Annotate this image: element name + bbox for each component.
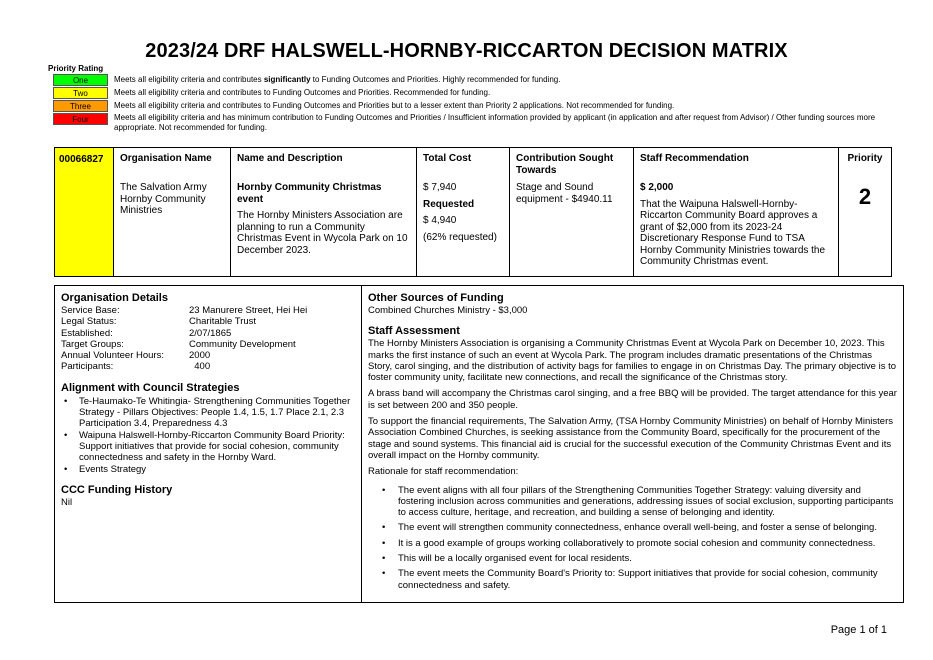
legend-row-three (53, 100, 883, 112)
list-item: • This will be a locally organised event for local residents. (368, 553, 897, 564)
staff-recommendation-amount: $ 2,000 (640, 182, 674, 193)
requested-percent: (62% requested) (423, 231, 497, 243)
staff-recommendation-column (634, 148, 839, 276)
legend-row-four (53, 113, 883, 133)
alignment-heading: Alignment with Council Strategies (61, 381, 240, 394)
list-item: • It is a good example of groups working collaboratively to promote social cohesion and community connectedness. (368, 538, 897, 549)
total-cost-header: Total Cost (423, 153, 472, 164)
list-item: • Te-Haumako-Te Whitingia- Strengthening Communities Together Strategy - Pillars Objectives: People 1.4, 1.5, 1.7 Place 2.1, 2.3 Participation 3.4, Preparedness 4.3 (61, 396, 355, 430)
alignment-list (61, 396, 355, 475)
contribution-header: Contribution Sought Towards (516, 153, 614, 176)
total-cost-column (417, 148, 510, 276)
list-item: • The event aligns with all four pillars of the Strengthening Communities Together Strategy: valuing diversity and fostering inclusion across communities and generations, addressing issues of social exclusion, supporting participants to access culture, heritage, and recreation, and building a sense of belonging and identity. (368, 485, 897, 519)
detail-row-legal-status: Legal Status: Charitable Trust (61, 316, 257, 328)
organisation-column (114, 148, 231, 276)
legend-swatch-one: One (53, 74, 108, 86)
organisation-name: The Salvation Army Hornby Community Ministries (120, 182, 207, 216)
legend-text-three: Meets all eligibility criteria and contributes to Funding Outcomes and Priorities but to a lesser extent than Priority 2 applications. Not recommended for funding. (114, 101, 675, 110)
page-number: Page 1 of 1 (830, 624, 887, 636)
detail-row-participants: Participants: 400 (61, 361, 211, 373)
legend-swatch-three: Three (53, 100, 108, 112)
detail-row-service-base: Service Base: 23 Manurere Street, Hei Hei (61, 305, 308, 316)
project-description: The Hornby Ministers Association are planning to run a Community Christmas Event in Wycola Park on 10 December 2023. (237, 210, 408, 256)
list-item: • Waipuna Halswell-Hornby-Riccarton Community Board Priority: Support initiatives that provide for social cohesion, community connectedness and safety in the Hornby Ward. (61, 430, 355, 464)
legend-text-four: Meets all eligibility criteria and has minimum contribution to Funding Outcomes and Priorities / Insufficient information provided by applicant (in application and after request from Advisor) / Other funding sources more appropriate. Not recommended for funding. (114, 113, 876, 132)
organisation-details-heading: Organisation Details (61, 292, 168, 304)
legend-swatch-four: Four (53, 113, 108, 125)
staff-assessment-heading: Staff Assessment (368, 325, 460, 338)
detail-row-target-groups: Target Groups: Community Development (61, 338, 296, 350)
priority-column (839, 148, 891, 276)
detail-row-established: Established: 2/07/1865 (61, 327, 232, 339)
other-sources-value: Combined Churches Ministry - $3,000 (368, 305, 528, 316)
list-item: • The event meets the Community Board's Priority to: Support initiatives that provide for social cohesion, community connectedness and safety. (368, 568, 897, 591)
legend-row-one (53, 74, 883, 86)
total-cost-value: $ 7,940 (423, 182, 457, 193)
legend-text-two: Meets all eligibility criteria and contributes to Funding Outcomes and Priorities. Recommended for funding. (114, 88, 491, 97)
requested-label: Requested (423, 198, 475, 210)
other-sources-heading: Other Sources of Funding (368, 292, 504, 304)
application-summary-table (54, 147, 892, 277)
legend-text-one: Meets all eligibility criteria and contributes significantly to Funding Outcomes and Priorities. Highly recommended for funding. (114, 75, 561, 84)
staff-recommendation-header: Staff Recommendation (640, 153, 749, 164)
name-description-header: Name and Description (237, 153, 343, 164)
requested-amount: $ 4,940 (423, 215, 457, 226)
project-title: Hornby Community Christmas event (237, 182, 382, 205)
staff-recommendation-text: That the Waipuna Halswell-Hornby-Riccarton Community Board approves a grant of $2,000 from its 2023-24 Discretionary Response Fund to TSA Hornby Community Ministries towards the Community Christmas event. (640, 198, 826, 267)
rationale-list (368, 485, 897, 591)
legend-swatch-two: Two (53, 87, 108, 99)
priority-header: Priority (847, 153, 883, 164)
assessment-paragraph: The Hornby Ministers Association is organising a Community Christmas Event at Wycola Park on December 10, 2023. This marks the first instance of such an event at Wycola Park. The program includes dramatic presentations of the Christmas Story, carol singing, and the distribution of activity bags for families to engage in on Christmas Day. The primary objective is to foster community unity, facilitate new connections, and recall the significance of the Christmas story. (368, 338, 897, 384)
legend-row-two (53, 87, 883, 99)
assessment-paragraph: To support the financial requirements, The Salvation Army, (TSA Hornby Community Ministries) on behalf of Hornby Ministers Association Combined Churches, is seeking assistance from the Community Board, specifically for the procurement of the stage and sound systems. This financial aid is crucial for the successful execution of the Community Christmas Event and its overall impact on the Hornby community. (368, 416, 894, 461)
details-left-column (55, 286, 362, 602)
assessment-paragraph: A brass band will accompany the Christmas carol singing, and a free BBQ will be provided. The target attendance for this year is set between 200 and 350 people. (368, 388, 897, 411)
priority-rating-heading: Priority Rating (48, 64, 104, 73)
funding-history-value: Nil (61, 496, 73, 508)
list-item: • Events Strategy (61, 464, 355, 475)
page-title: 2023/24 DRF HALSWELL-HORNBY-RICCARTON DECISION MATRIX (145, 40, 788, 62)
details-right-column (362, 286, 903, 602)
funding-history-heading: CCC Funding History (61, 483, 173, 496)
details-panel (54, 285, 904, 603)
organisation-header: Organisation Name (120, 153, 212, 164)
rationale-label: Rationale for staff recommendation: (368, 466, 519, 478)
priority-value: 2 (858, 184, 872, 209)
name-description-column (231, 148, 417, 276)
contribution-value: Stage and Sound equipment - $4940.11 (516, 182, 613, 205)
contribution-column (510, 148, 634, 276)
priority-legend (53, 74, 883, 134)
detail-row-volunteer-hours: Annual Volunteer Hours: 2000 (61, 350, 211, 362)
application-id: 00066827 (55, 148, 114, 276)
list-item: • The event will strengthen community connectedness, enhance overall well-being, and foster a sense of belonging. (368, 522, 897, 533)
